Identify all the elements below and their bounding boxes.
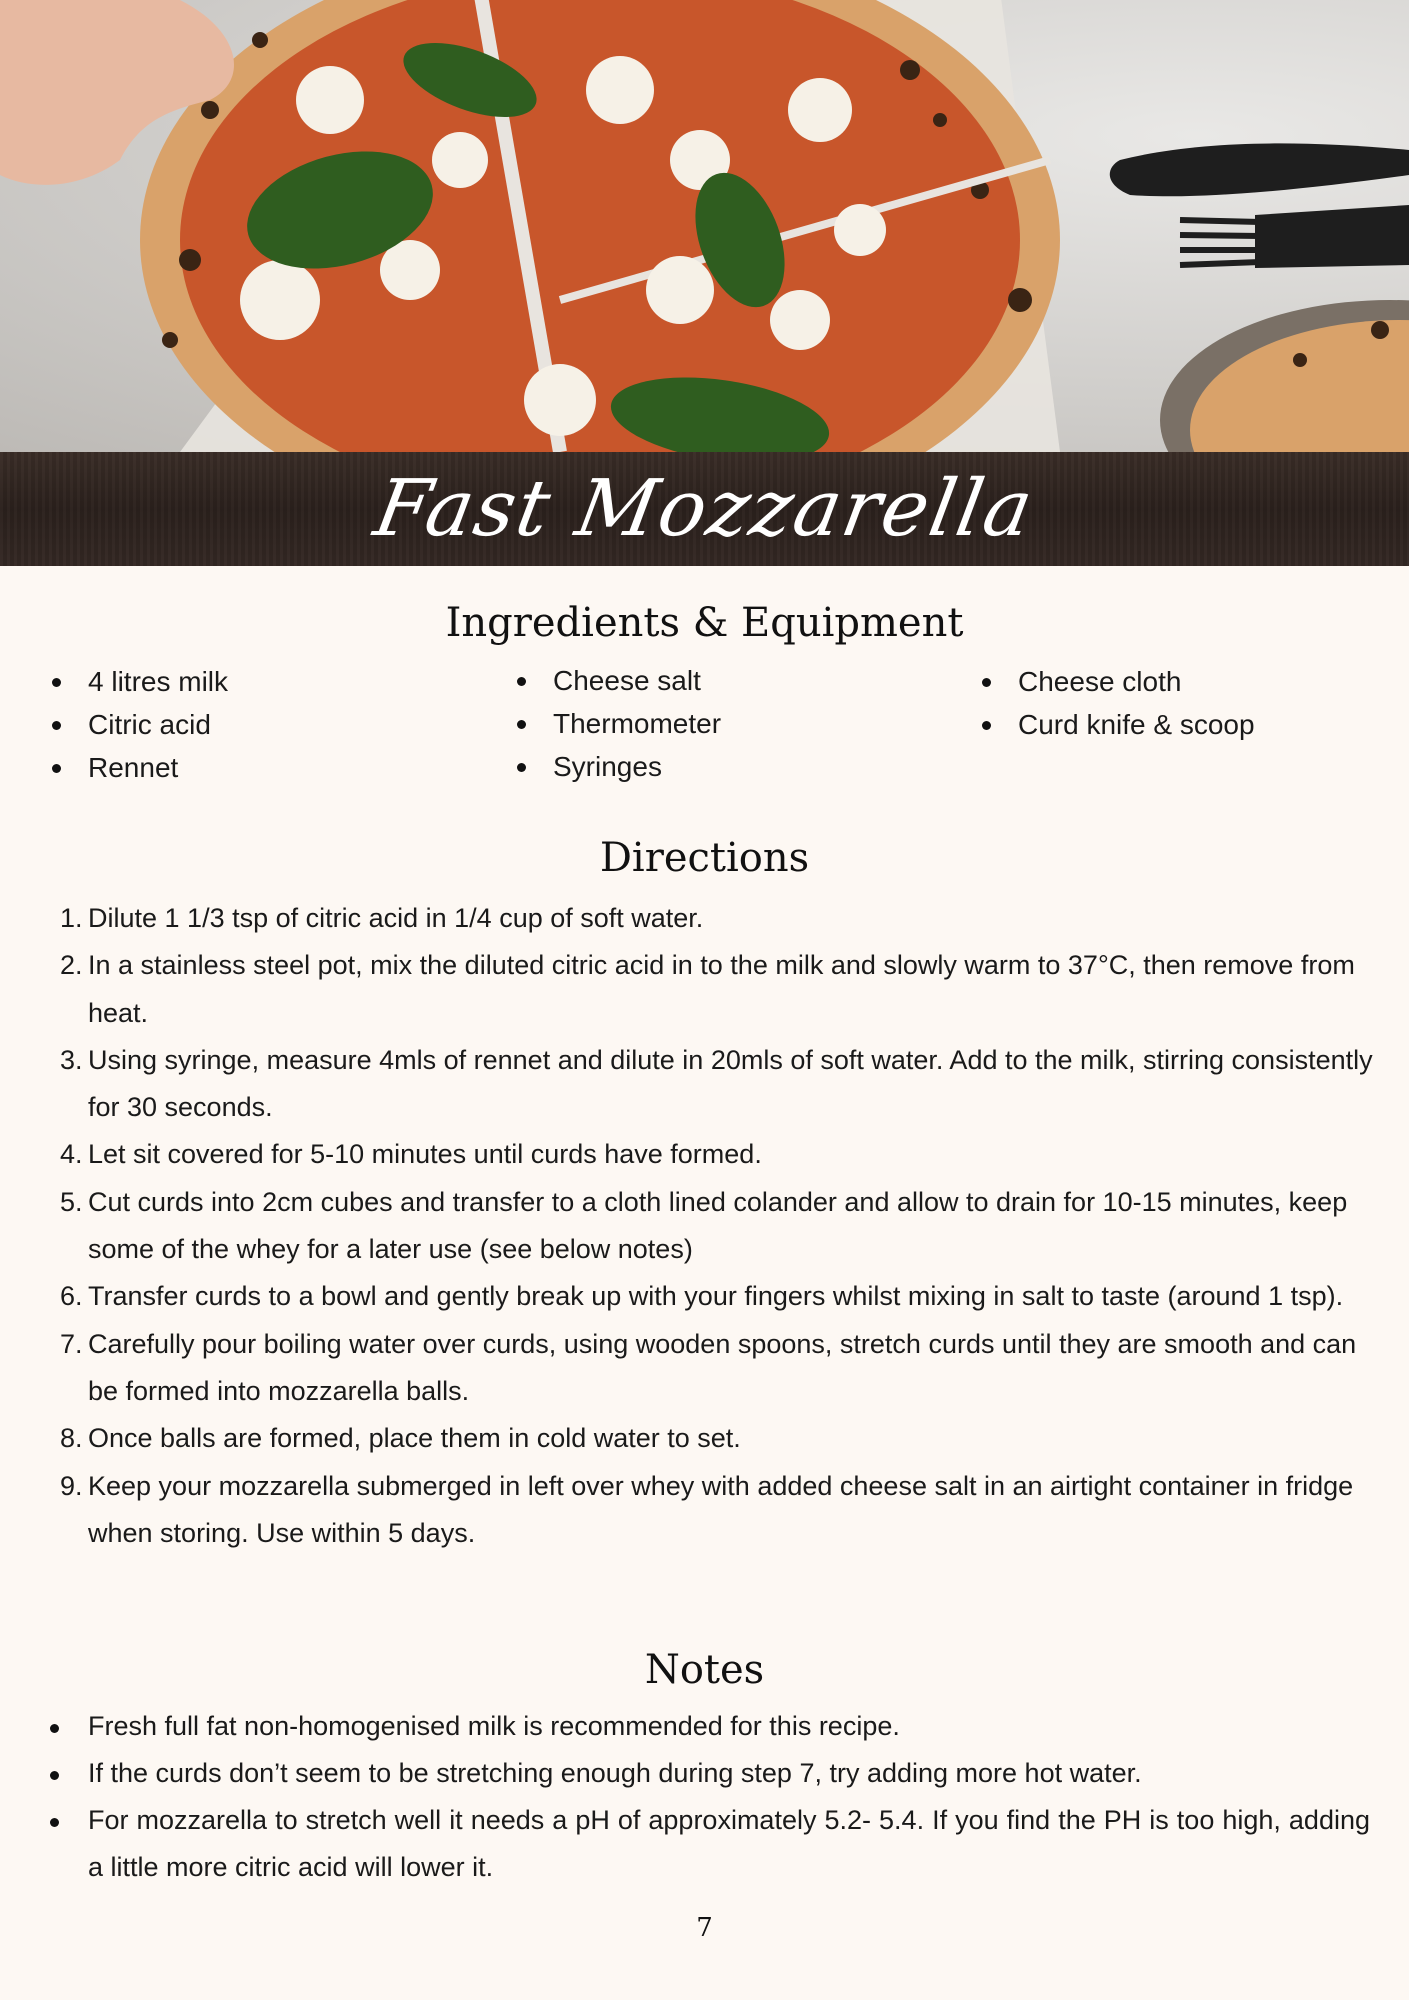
direction-step <box>58 1179 1378 1274</box>
direction-step <box>58 895 1378 942</box>
direction-step <box>58 1037 1378 1132</box>
step-text: Let sit covered for 5-10 minutes until curds have formed. <box>88 1139 762 1170</box>
note-item: For mozzarella to stretch well it needs a pH of approximately 5.2- 5.4. If you find the PH is too high, adding a little more citric acid will lower it. <box>48 1797 1370 1891</box>
ingredient-item: Thermometer <box>515 702 721 745</box>
step-number: 3. <box>60 1044 83 1075</box>
direction-step <box>58 942 1378 1037</box>
step-number: 5. <box>60 1186 83 1217</box>
ingredient-item: Cheese salt <box>515 659 721 702</box>
step-number: 2. <box>60 950 83 981</box>
ingredient-item: Syringes <box>515 745 721 788</box>
step-text: Keep your mozzarella submerged in left over whey with added cheese salt in an airtight container in fridge when storing. Use within 5 days. <box>88 1470 1354 1548</box>
step-text: Cut curds into 2cm cubes and transfer to a cloth lined colander and allow to drain for 10-15 minutes, keep some of the whey for a later use (see below notes) <box>88 1186 1348 1265</box>
directions-list <box>58 895 1378 1557</box>
notes-list <box>48 1703 1370 1891</box>
step-number: 6. <box>60 1281 83 1312</box>
directions-heading: Directions <box>599 835 810 881</box>
ingredient-item: 4 litres milk <box>50 660 228 703</box>
ingredients-column-2 <box>515 659 721 788</box>
step-number: 8. <box>60 1423 83 1454</box>
step-text: Transfer curds to a bowl and gently break up with your fingers whilst mixing in salt to taste (around 1 tsp). <box>88 1281 1344 1312</box>
direction-step <box>58 1415 1378 1462</box>
ingredients-column-1 <box>50 660 228 789</box>
hero-photo <box>0 0 1409 452</box>
notes-heading: Notes <box>644 1647 765 1693</box>
direction-step <box>58 1131 1378 1178</box>
ingredients-column-3 <box>980 660 1255 746</box>
step-text: Once balls are formed, place them in cold water to set. <box>88 1423 741 1454</box>
step-text: Carefully pour boiling water over curds, using wooden spoons, stretch curds until they are smooth and can be formed into mozzarella balls. <box>88 1328 1357 1406</box>
step-text: In a stainless steel pot, mix the diluted citric acid in to the milk and slowly warm to 37°C, then remove from heat. <box>88 950 1355 1028</box>
ingredient-item: Rennet <box>50 746 228 789</box>
ingredient-item: Curd knife & scoop <box>980 703 1255 746</box>
step-number: 9. <box>60 1470 83 1501</box>
pizza-illustration <box>0 0 1409 452</box>
note-item: If the curds don’t seem to be stretching enough during step 7, try adding more hot water. <box>48 1750 1370 1797</box>
ingredients-heading: Ingredients & Equipment <box>445 600 964 646</box>
note-item: Fresh full fat non-homogenised milk is recommended for this recipe. <box>48 1703 1370 1750</box>
step-text: Dilute 1 1/3 tsp of citric acid in 1/4 cup of soft water. <box>88 903 704 933</box>
step-text: Using syringe, measure 4mls of rennet and dilute in 20mls of soft water. Add to the milk, stirring consistently for 30 seconds. <box>88 1044 1373 1123</box>
title-band <box>0 452 1409 566</box>
page-number: 7 <box>696 1913 713 1943</box>
step-number: 7. <box>60 1328 83 1359</box>
step-number: 1. <box>60 903 83 933</box>
recipe-title: Fast Mozzarella <box>368 464 1041 554</box>
direction-step <box>58 1321 1378 1416</box>
step-number: 4. <box>60 1139 83 1170</box>
direction-step <box>58 1463 1378 1558</box>
ingredient-item: Citric acid <box>50 703 228 746</box>
direction-step <box>58 1273 1378 1320</box>
ingredient-item: Cheese cloth <box>980 660 1255 703</box>
